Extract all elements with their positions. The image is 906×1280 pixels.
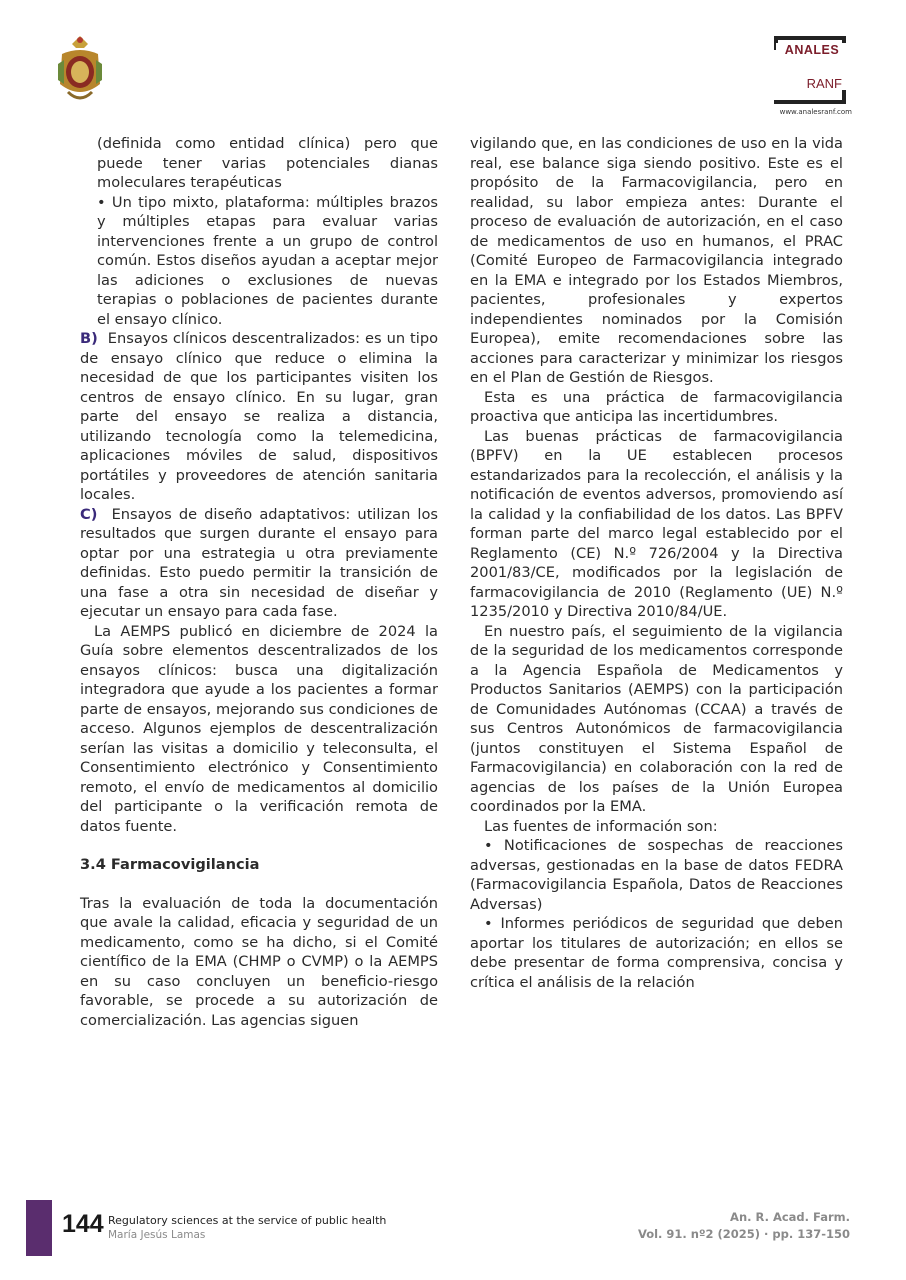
- footer-accent-bar: [26, 1200, 52, 1256]
- left-column: [80, 134, 438, 1030]
- logo-bracket-bottom: [774, 90, 846, 104]
- paragraph: (definida como entidad clínica) pero que puede tener varias potenciales dianas moleculares terapéuticas: [97, 135, 438, 191]
- paragraph: Las fuentes de información son:: [484, 817, 718, 835]
- right-column: [470, 134, 843, 992]
- paragraph: Esta es una práctica de farmacovigilancia proactiva que anticipa las incertidumbres.: [470, 388, 843, 425]
- paragraph: Tras la evaluación de toda la documentación que avale la calidad, eficacia y seguridad de un medicamento, como se ha dicho, si el Comité científico de la EMA (CHMP o CVMP) o la AEMPS en su caso concluyen un beneficio-riesgo favorable, se procede a su autorización de comercialización. Las agencias siguen: [80, 894, 438, 1029]
- anales-ranf-logo: [740, 36, 852, 118]
- item-c-text: Ensayos de diseño adaptativos: utilizan los resultados que surgen durante el ensayo para optar por una estrategia u otra previamente definidas. Esto puedo permitir la transición de una fase a otra sin necesidad de diseñar y ejecutar un ensayo para cada fase.: [80, 505, 438, 620]
- running-author: María Jesús Lamas: [108, 1229, 206, 1241]
- item-c-label: C): [80, 505, 98, 523]
- paragraph: vigilando que, en las condiciones de uso en la vida real, ese balance siga siendo positivo. Este es el propósito de la Farmacovigilancia, pero en realidad, su labor empieza antes: Durante el proceso de evaluación de autorización, en el caso de medicamentos de uso en humanos, el PRAC (Comité Europeo de Farmacovigilancia integrado en la EMA e integrado por los Estados Miembros, pacientes, profesionales y expertos independientes nominados por la Comisión Europea), emite recomendaciones sobre las acciones para caracterizar y minimizar los riesgos en el Plan de Gestión de Riesgos.: [470, 135, 843, 386]
- item-b-text: Ensayos clínicos descentralizados: es un tipo de ensayo clínico que reduce o elimina la necesidad de que los participantes visiten los centros de ensayo clínico. En su lugar, gran parte del ensayo se realiza a distancia, utilizando tecnología como la telemedicina, aplicaciones móviles de salud, dispositivos portátiles y proveedores de atención sanitaria locales.: [80, 330, 439, 503]
- bullet-item: • Notificaciones de sospechas de reacciones adversas, gestionadas en la base de datos FEDRA (Farmacovigilancia Española, Datos de Reacciones Adversas): [470, 837, 843, 913]
- academy-crest-logo: [54, 34, 106, 106]
- paragraph: Las buenas prácticas de farmacovigilancia (BPFV) en la UE establecen procesos estandarizados para la recolección, el análisis y la notificación de eventos adversos, promoviendo así la calidad y la confiabilidad de los datos. Las BPFV forman parte del marco legal establecido por el Reglamento (CE) N.º 726/2004 y la Directiva 2001/83/CE, modificados por la legislación de farmacovigilancia de 2010 (Reglamento (UE) N.º 1235/2010 y Directiva 2010/84/UE.: [470, 427, 843, 620]
- item-c: [80, 505, 438, 622]
- website-url: www.analesranf.com: [779, 108, 852, 116]
- journal-volume: Vol. 91. nº2 (2025) · pp. 137-150: [637, 1227, 850, 1241]
- journal-name: An. R. Acad. Farm.: [730, 1210, 850, 1224]
- bullet-item: • Un tipo mixto, plataforma: múltiples brazos y múltiples etapas para evaluar varias intervenciones frente a un grupo de control común. Estos diseños ayudan a aceptar mejor las adiciones o exclusiones de nuevas terapias o poblaciones de pacientes durante el ensayo clínico.: [97, 193, 438, 328]
- running-title: Regulatory sciences at the service of public health: [108, 1214, 387, 1227]
- item-b: [80, 329, 438, 505]
- item-b-label: B): [80, 330, 98, 347]
- logo-anales-text: ANALES: [776, 43, 848, 57]
- paragraph: En nuestro país, el seguimiento de la vigilancia de la seguridad de los medicamentos corresponde a la Agencia Española de Medicamentos y Productos Sanitarios (AEMPS) con la participación de Comunidades Autónomas (CCAA) a través de sus Centros Autonómicos de farmacovigilancia (juntos constituyen el Sistema Español de Farmacovigilancia) en colaboración con la red de agencias de los países de la Unión Europea coordinados por la EMA.: [470, 622, 843, 815]
- bullet-item: • Informes periódicos de seguridad que deben aportar los titulares de autorización; en ellos se debe presentar de forma comprensiva, concisa y crítica el análisis de la relación: [470, 915, 843, 991]
- logo-ranf-text: RANF: [806, 76, 842, 91]
- paragraph: La AEMPS publicó en diciembre de 2024 la Guía sobre elementos descentralizados de los ensayos clínicos: busca una digitalización integradora que ayude a los pacientes a formar parte de ensayos, mejorando sus condiciones de acceso. Algunos ejemplos de descentralización serían las visitas a domicilio y teleconsulta, el Consentimiento electrónico y Consentimiento remoto, el envío de medicamentos al domicilio del participante o la verificación remota de datos fuente.: [80, 622, 438, 835]
- page-number: 144: [62, 1210, 104, 1238]
- section-heading: 3.4 Farmacovigilancia: [80, 856, 260, 873]
